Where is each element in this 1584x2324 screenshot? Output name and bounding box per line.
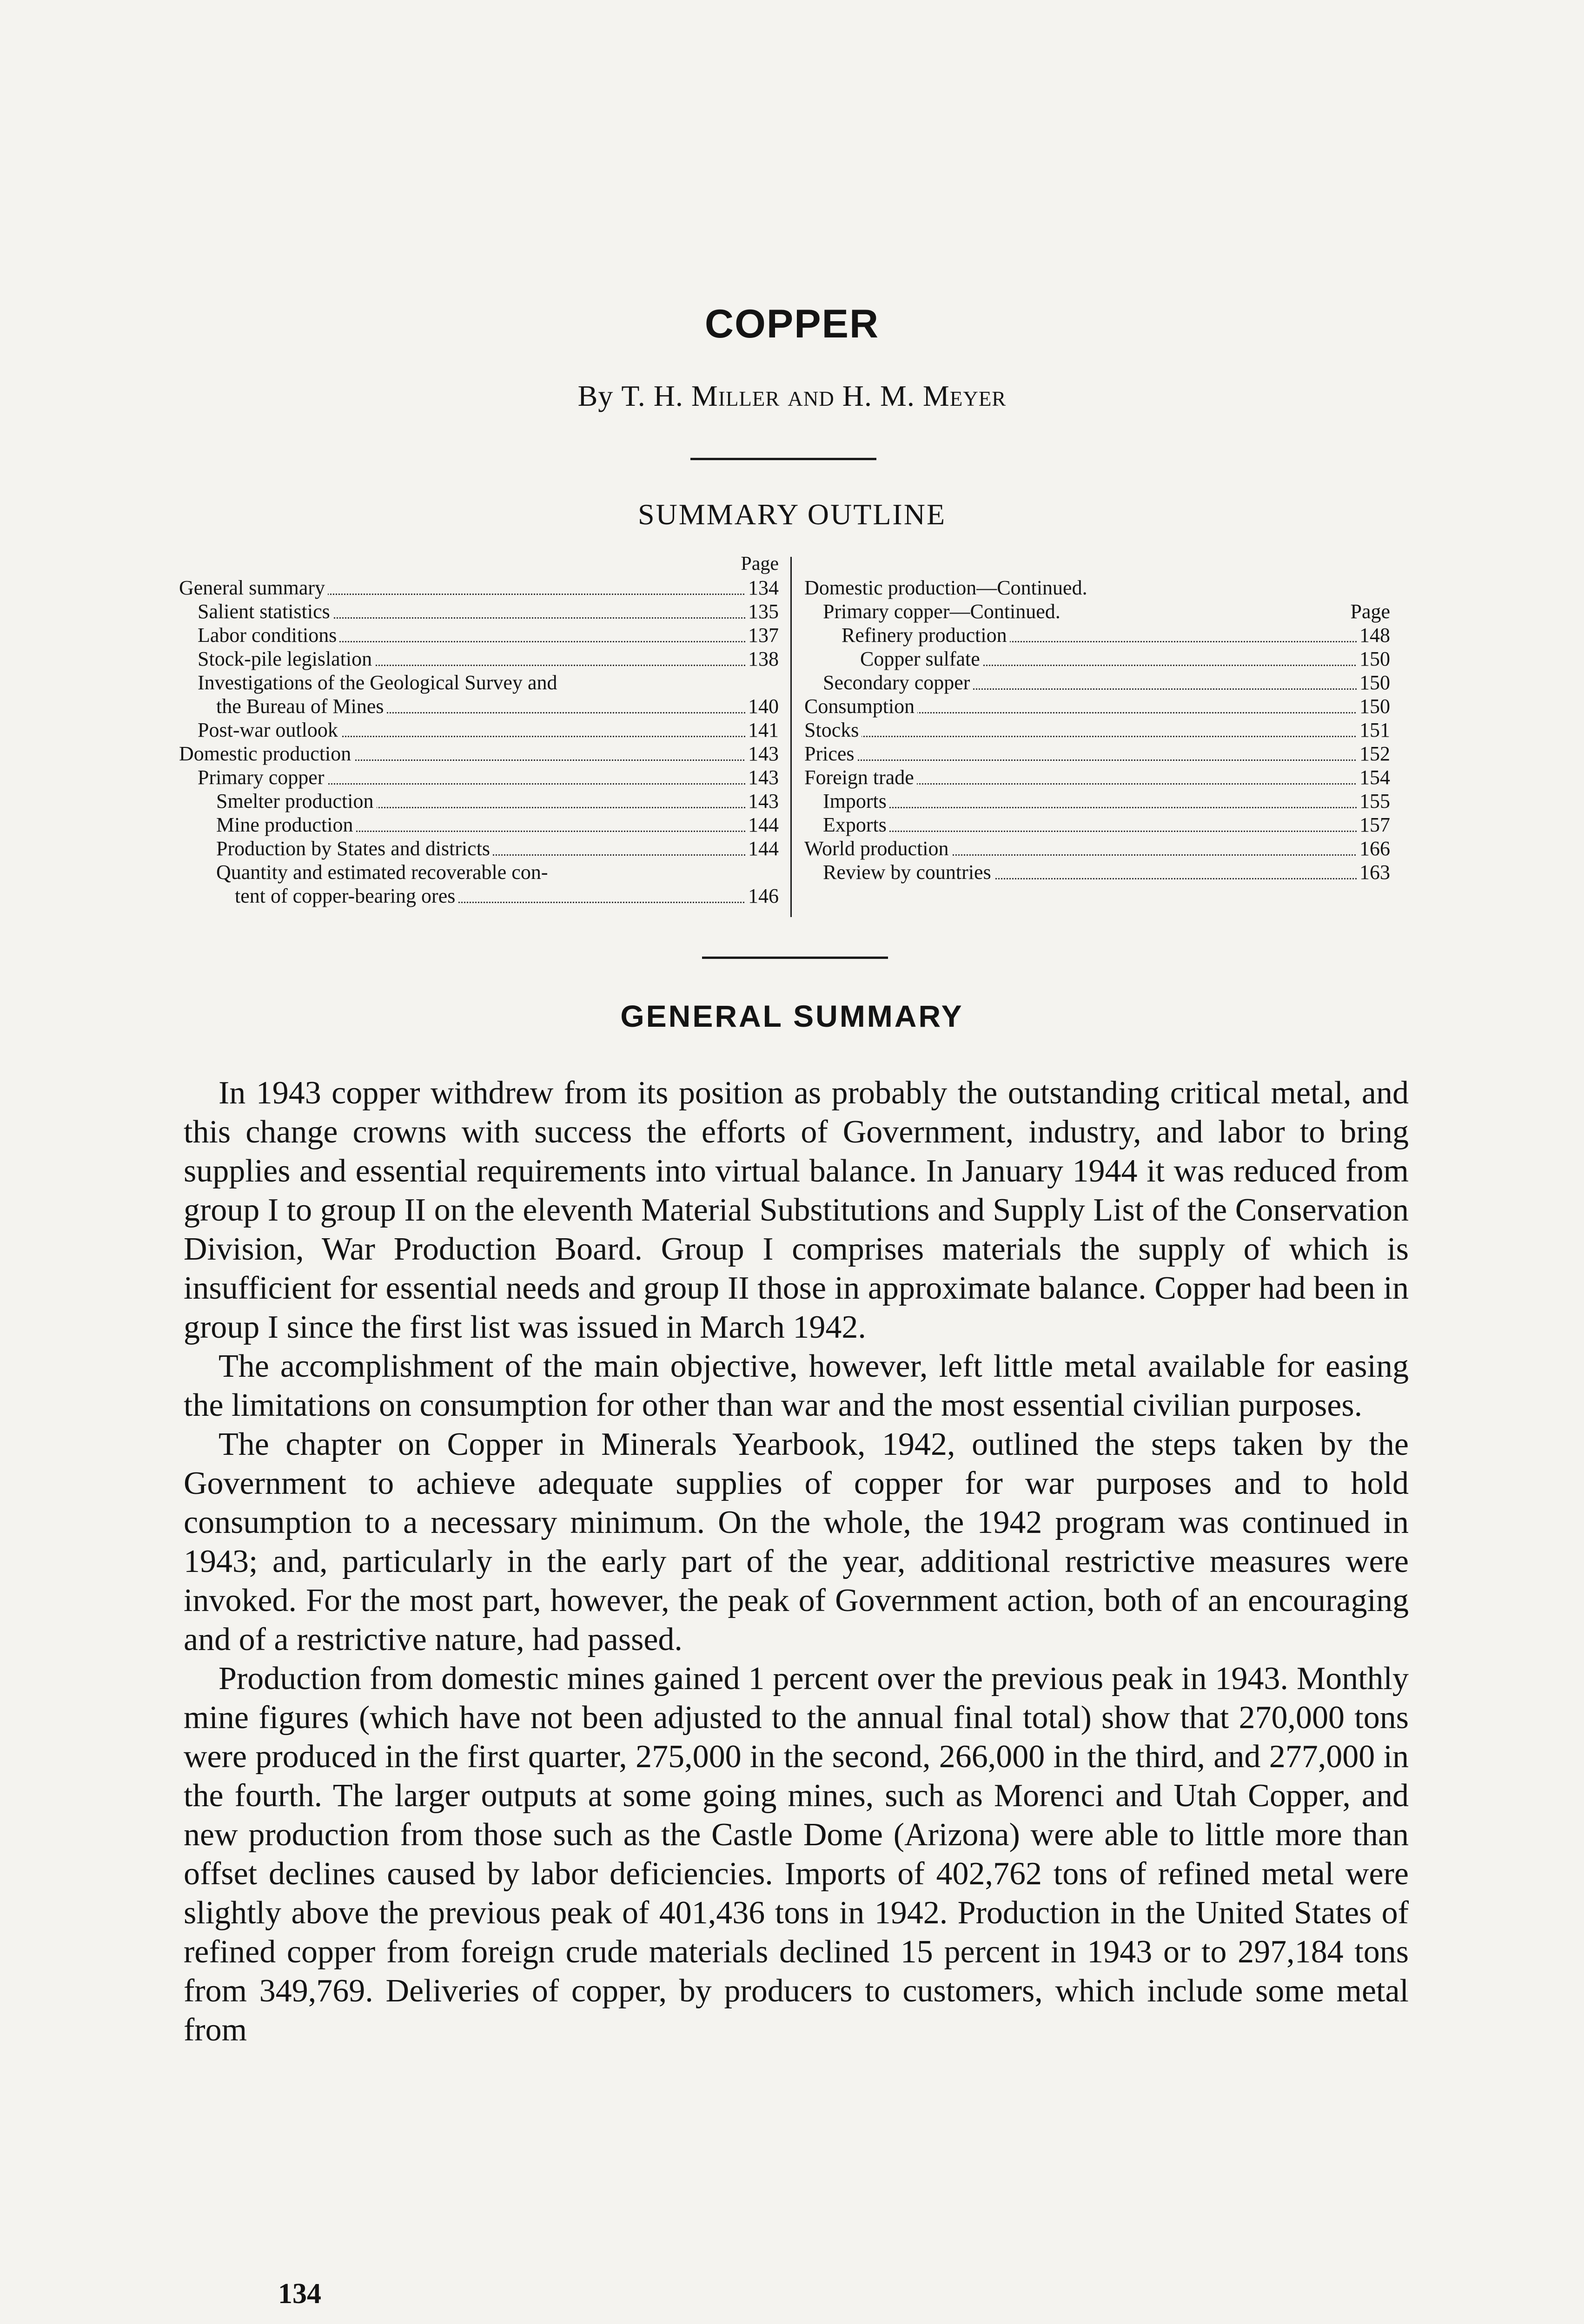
outline-entry <box>804 718 1390 742</box>
outline-entry <box>804 837 1390 860</box>
outline-entry <box>179 623 779 647</box>
outline-entry <box>179 576 779 600</box>
outline-entry-page: 141 <box>745 718 779 742</box>
page-number: 134 <box>278 2278 321 2310</box>
outline-entry-page: 150 <box>1357 647 1390 671</box>
outline-entry-label: Domestic production <box>179 742 354 766</box>
outline-entry <box>179 837 779 860</box>
outline-entry <box>804 623 1390 647</box>
outline-entry-page: 140 <box>745 694 779 718</box>
outline-entry <box>804 600 1390 623</box>
summary-outline-table <box>179 552 1388 910</box>
outline-entry <box>179 789 779 813</box>
outline-entry-label: Imports <box>823 789 889 813</box>
page-title: COPPER <box>704 302 880 346</box>
outline-entry <box>804 694 1390 718</box>
outline-entry <box>804 789 1390 813</box>
outline-entry <box>804 647 1390 671</box>
outline-entry <box>804 860 1390 884</box>
outline-entry <box>804 576 1390 600</box>
dot-leader <box>823 789 1390 808</box>
outline-entry <box>804 766 1390 789</box>
body-paragraph: The accomplishment of the main objective, however, left little metal available for easing the limitations on consumption for other than war and the most essential civilian purposes. <box>184 1348 1409 1423</box>
byline-prefix: By <box>577 379 614 412</box>
title-rule <box>690 458 876 460</box>
dot-leader <box>823 813 1390 832</box>
outline-entry-page: 155 <box>1357 789 1390 813</box>
outline-entry <box>804 742 1390 766</box>
outline-entry <box>179 647 779 671</box>
outline-entry-label: Primary copper—Continued. <box>823 600 1063 623</box>
outline-entry-label: General summary <box>179 576 328 600</box>
outline-entry-label: tent of copper-bearing ores <box>235 884 458 908</box>
outline-entry <box>179 766 779 789</box>
outline-entry <box>179 600 779 623</box>
outline-entry <box>179 884 779 908</box>
outline-entry-page: 151 <box>1357 718 1390 742</box>
body-paragraph: The chapter on Copper in Minerals Yearbook, 1942, outlined the steps taken by the Government to achieve adequate supplies of copper for war purposes and to hold consumption to a necessary minimum. On the whole, the 1942 program was continued in 1943; and, particularly in the early part of the year, additional restrictive measures were invoked. For the most part, however, the peak of Government action, both of an encouraging and of a restrictive nature, had passed. <box>184 1426 1409 1657</box>
outline-entry <box>179 813 779 837</box>
outline-entry-page: 135 <box>745 600 779 623</box>
outline-left-column <box>179 552 779 910</box>
outline-entry-label: Labor conditions <box>198 623 339 647</box>
outline-entry-label: Copper sulfate <box>860 647 983 671</box>
outline-entry <box>179 694 779 718</box>
outline-entry <box>179 718 779 742</box>
body-paragraph: Production from domestic mines gained 1 percent over the previous peak in 1943. Monthly mine figures (which have not been adjusted to the annual final total) show that 270,000 tons were produced in the first quarter, 275,000 in the second, 266,000 in the third, and 277,000 in the fourth. The larger outputs at some going mines, such as Morenci and Utah Copper, and new production from those such as the Castle Dome (Arizona) were able to little more than offset declines caused by labor deficiencies. Imports of 402,762 tons of refined metal were slightly above the previous peak of 401,436 tons in 1942. Production in the United States of refined copper from foreign crude materials declined 15 percent in 1943 or to 297,184 tons from 349,769. Deliveries of copper, by producers to customers, which include some metal from <box>184 1661 1409 2048</box>
outline-entry-label: Quantity and estimated recoverable con- <box>216 860 550 884</box>
outline-entry-page: 152 <box>1357 742 1390 766</box>
outline-entry-page: 143 <box>745 789 779 813</box>
outline-entry-page: 134 <box>745 576 779 600</box>
outline-entry <box>804 813 1390 837</box>
outline-entry-label: Production by States and districts <box>216 837 493 860</box>
outline-entry-label: Investigations of the Geological Survey and <box>198 671 560 694</box>
outline-entry <box>804 671 1390 694</box>
section-heading: GENERAL SUMMARY <box>620 999 964 1033</box>
outline-entry-page: 148 <box>1357 623 1390 647</box>
outline-entry-label: Secondary copper <box>823 671 973 694</box>
outline-entry-label: Mine production <box>216 813 356 837</box>
author-2: H. M. Meyer <box>842 379 1007 412</box>
outline-entry-label: Domestic production—Continued. <box>804 576 1090 600</box>
outline-entry-label: Refinery production <box>842 623 1010 647</box>
outline-entry-page: 143 <box>745 766 779 789</box>
outline-entry-label: Salient statistics <box>198 600 333 623</box>
outline-entry-label: Review by countries <box>823 860 994 884</box>
outline-entry-label: the Bureau of Mines <box>216 694 386 718</box>
outline-entry <box>179 742 779 766</box>
author-1: T. H. Miller <box>621 379 780 412</box>
outline-entry <box>179 671 779 694</box>
outline-entry-label: Stock-pile legislation <box>198 647 375 671</box>
outline-entry-label: Prices <box>804 742 857 766</box>
outline-entry-label: World production <box>804 837 952 860</box>
body-text <box>184 1074 1409 2050</box>
outline-column-divider <box>790 557 792 917</box>
byline <box>0 379 1584 413</box>
outline-heading: SUMMARY OUTLINE <box>637 498 947 531</box>
body-paragraph: In 1943 copper withdrew from its position as probably the outstanding critical metal, and this change crowns with success the efforts of Government, industry, and labor to bring supplies and essential requirements into virtual balance. In January 1944 it was reduced from group I to group II on the eleventh Material Substitutions and Supply List of the Conservation Division, War Production Board. Group I comprises materials the supply of which is insufficient for essential needs and group II those in approximate balance. Copper had been in group I since the first list was issued in March 1942. <box>184 1075 1409 1345</box>
outline-right-column <box>804 552 1390 910</box>
dot-leader <box>804 718 1390 737</box>
outline-page-label: Page <box>741 553 779 574</box>
outline-entry-page: 157 <box>1357 813 1390 837</box>
outline-entry-page: 138 <box>745 647 779 671</box>
outline-bottom-rule <box>702 957 888 959</box>
outline-entry-page: 144 <box>745 813 779 837</box>
outline-entry-label: Exports <box>823 813 889 837</box>
byline-and: and <box>788 379 835 412</box>
outline-entry-label: Consumption <box>804 694 917 718</box>
outline-entry-page: 150 <box>1357 694 1390 718</box>
outline-entry-page: 146 <box>745 884 779 908</box>
outline-entry-label: Smelter production <box>216 789 377 813</box>
outline-entry-label: Stocks <box>804 718 862 742</box>
outline-entry-page: 163 <box>1357 860 1390 884</box>
outline-entry-page: 143 <box>745 742 779 766</box>
outline-entry-page: 150 <box>1357 671 1390 694</box>
outline-entry-page: 144 <box>745 837 779 860</box>
dot-leader <box>804 742 1390 761</box>
outline-entry-label: Post-war outlook <box>198 718 341 742</box>
outline-entry-label: Primary copper <box>198 766 327 789</box>
outline-entry-page: Page <box>1347 600 1390 623</box>
outline-entry <box>179 860 779 884</box>
outline-entry-label: Foreign trade <box>804 766 917 789</box>
outline-entry-page: 154 <box>1357 766 1390 789</box>
outline-entry-page: 137 <box>745 623 779 647</box>
outline-entry-page: 166 <box>1357 837 1390 860</box>
